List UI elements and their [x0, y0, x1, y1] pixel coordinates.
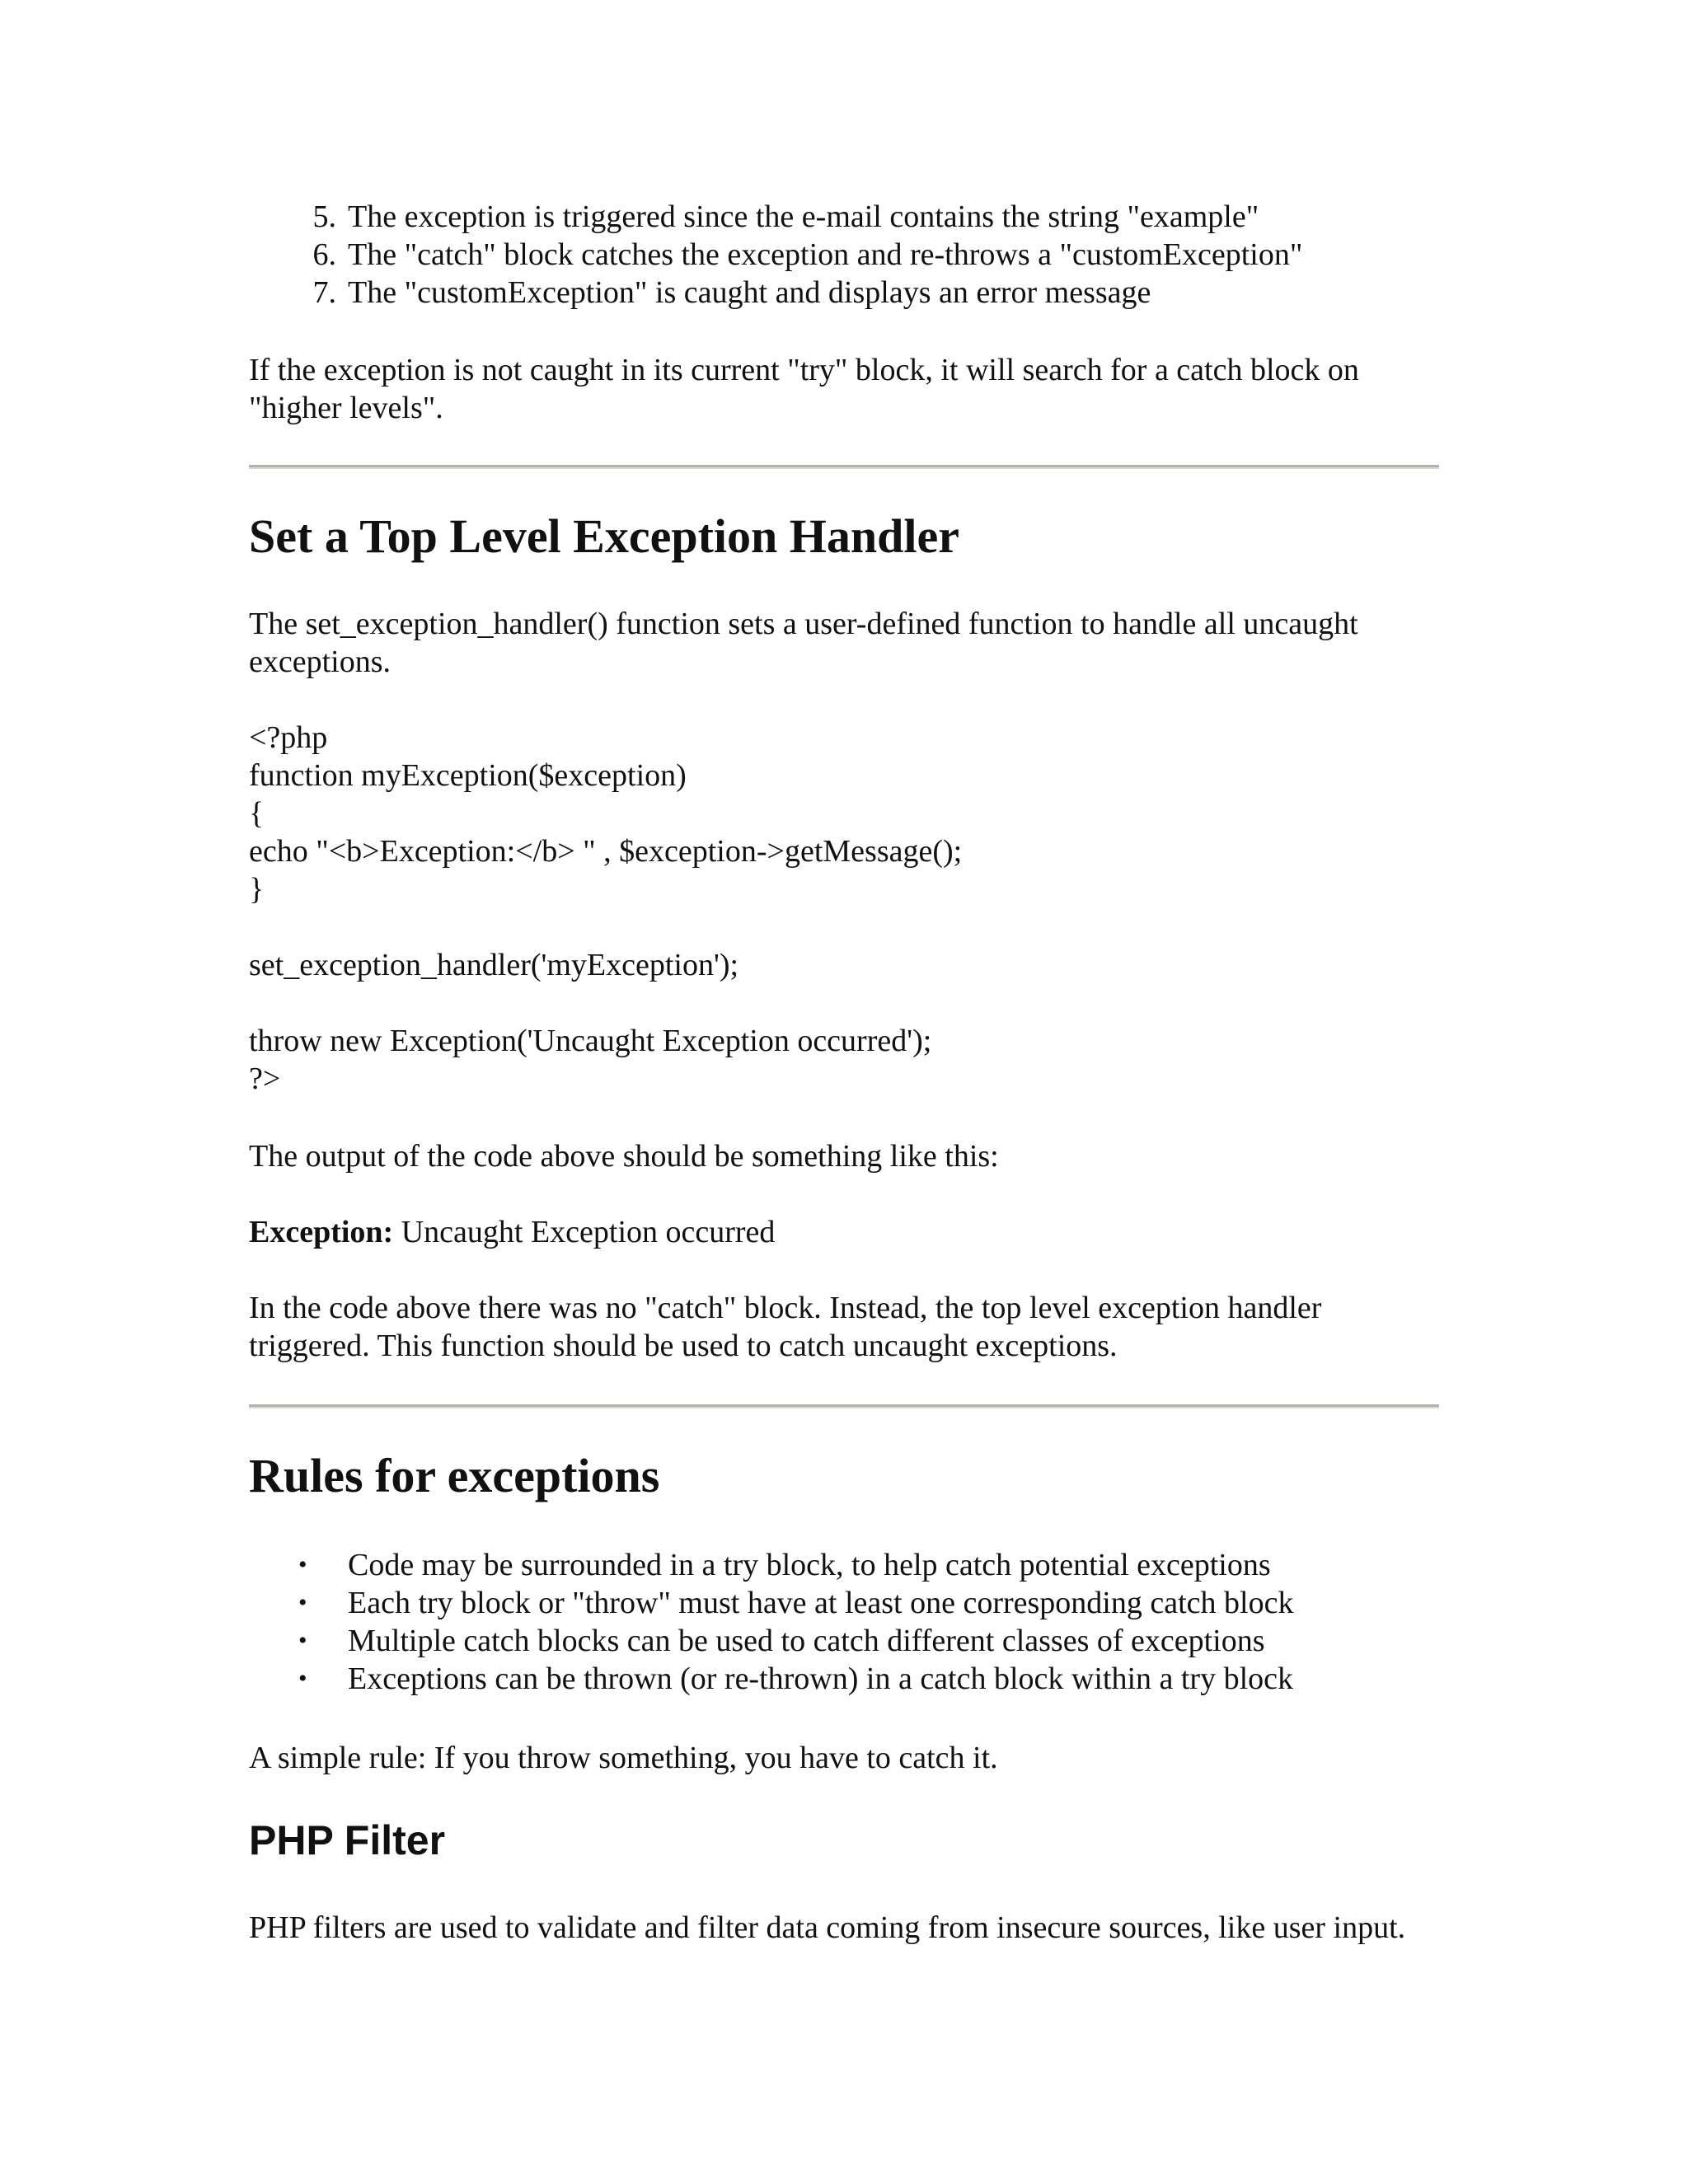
- bullet-icon: •: [298, 1551, 307, 1578]
- code-line: echo "<b>Exception:</b> " , $exception->getMessage();: [249, 834, 963, 869]
- numbered-steps-list: [249, 198, 1439, 312]
- rules-bullet-list: [249, 1546, 1439, 1698]
- list-item-number: 6.: [312, 237, 336, 272]
- list-item: [249, 1584, 1439, 1622]
- output-intro-paragraph: The output of the code above should be something like this:: [249, 1139, 999, 1174]
- list-item-text: The "customException" is caught and displays an error message: [348, 275, 1151, 310]
- list-item-text: Code may be surrounded in a try block, to help catch potential exceptions: [348, 1548, 1271, 1582]
- list-item: [249, 274, 1439, 312]
- code-blank-line: [249, 908, 1439, 946]
- code-line: }: [249, 872, 265, 907]
- list-item-text: Each try block or "throw" must have at least one corresponding catch block: [348, 1586, 1294, 1620]
- php-filter-heading: PHP Filter: [249, 1817, 446, 1863]
- bullet-icon: •: [298, 1589, 307, 1616]
- code-blank-line: [249, 984, 1439, 1022]
- php-filter-intro: PHP filters are used to validate and filter data coming from insecure sources, like user input.: [249, 1910, 1406, 1945]
- section-divider: [249, 1404, 1439, 1408]
- list-item: [249, 1622, 1439, 1660]
- list-item-number: 7.: [312, 275, 336, 310]
- list-item-text: Multiple catch blocks can be used to catch different classes of exceptions: [348, 1624, 1265, 1658]
- list-item: [249, 236, 1439, 274]
- output-value: Uncaught Exception occurred: [393, 1215, 776, 1249]
- section-divider: [249, 465, 1439, 469]
- rules-heading: Rules for exceptions: [249, 1449, 660, 1502]
- code-line: throw new Exception('Uncaught Exception occurred');: [249, 1024, 932, 1058]
- higher-levels-paragraph: If the exception is not caught in its current "try" block, it will search for a catch block on "higher levels".: [249, 353, 1359, 425]
- list-item: [249, 1660, 1439, 1698]
- output-example: [249, 1213, 1439, 1251]
- code-line: {: [249, 796, 265, 831]
- list-item-text: The "catch" block catches the exception and re-throws a "customException": [348, 237, 1303, 272]
- top-level-handler-heading: Set a Top Level Exception Handler: [249, 509, 960, 563]
- list-item-text: The exception is triggered since the e-mail contains the string "example": [348, 199, 1259, 234]
- code-line: function myException($exception): [249, 758, 687, 793]
- simple-rule-paragraph: A simple rule: If you throw something, you have to catch it.: [249, 1741, 998, 1775]
- list-item-number: 5.: [312, 199, 336, 234]
- set-exception-handler-intro: The set_exception_handler() function sets a user-defined function to handle all uncaught exceptions.: [249, 607, 1358, 679]
- code-line: ?>: [249, 1062, 281, 1096]
- list-item: [249, 1546, 1439, 1584]
- list-item: [249, 198, 1439, 236]
- list-item-text: Exceptions can be thrown (or re-thrown) in a catch block within a try block: [348, 1661, 1294, 1696]
- code-line: set_exception_handler('myException');: [249, 948, 739, 982]
- output-label: Exception:: [249, 1215, 394, 1249]
- code-line: <?php: [249, 720, 328, 755]
- bullet-icon: •: [298, 1627, 307, 1654]
- code-example: [249, 719, 1439, 1098]
- bullet-icon: •: [298, 1665, 307, 1692]
- explanation-paragraph: In the code above there was no "catch" block. Instead, the top level exception handler triggered. This function should be used to catch uncaught exceptions.: [249, 1291, 1322, 1363]
